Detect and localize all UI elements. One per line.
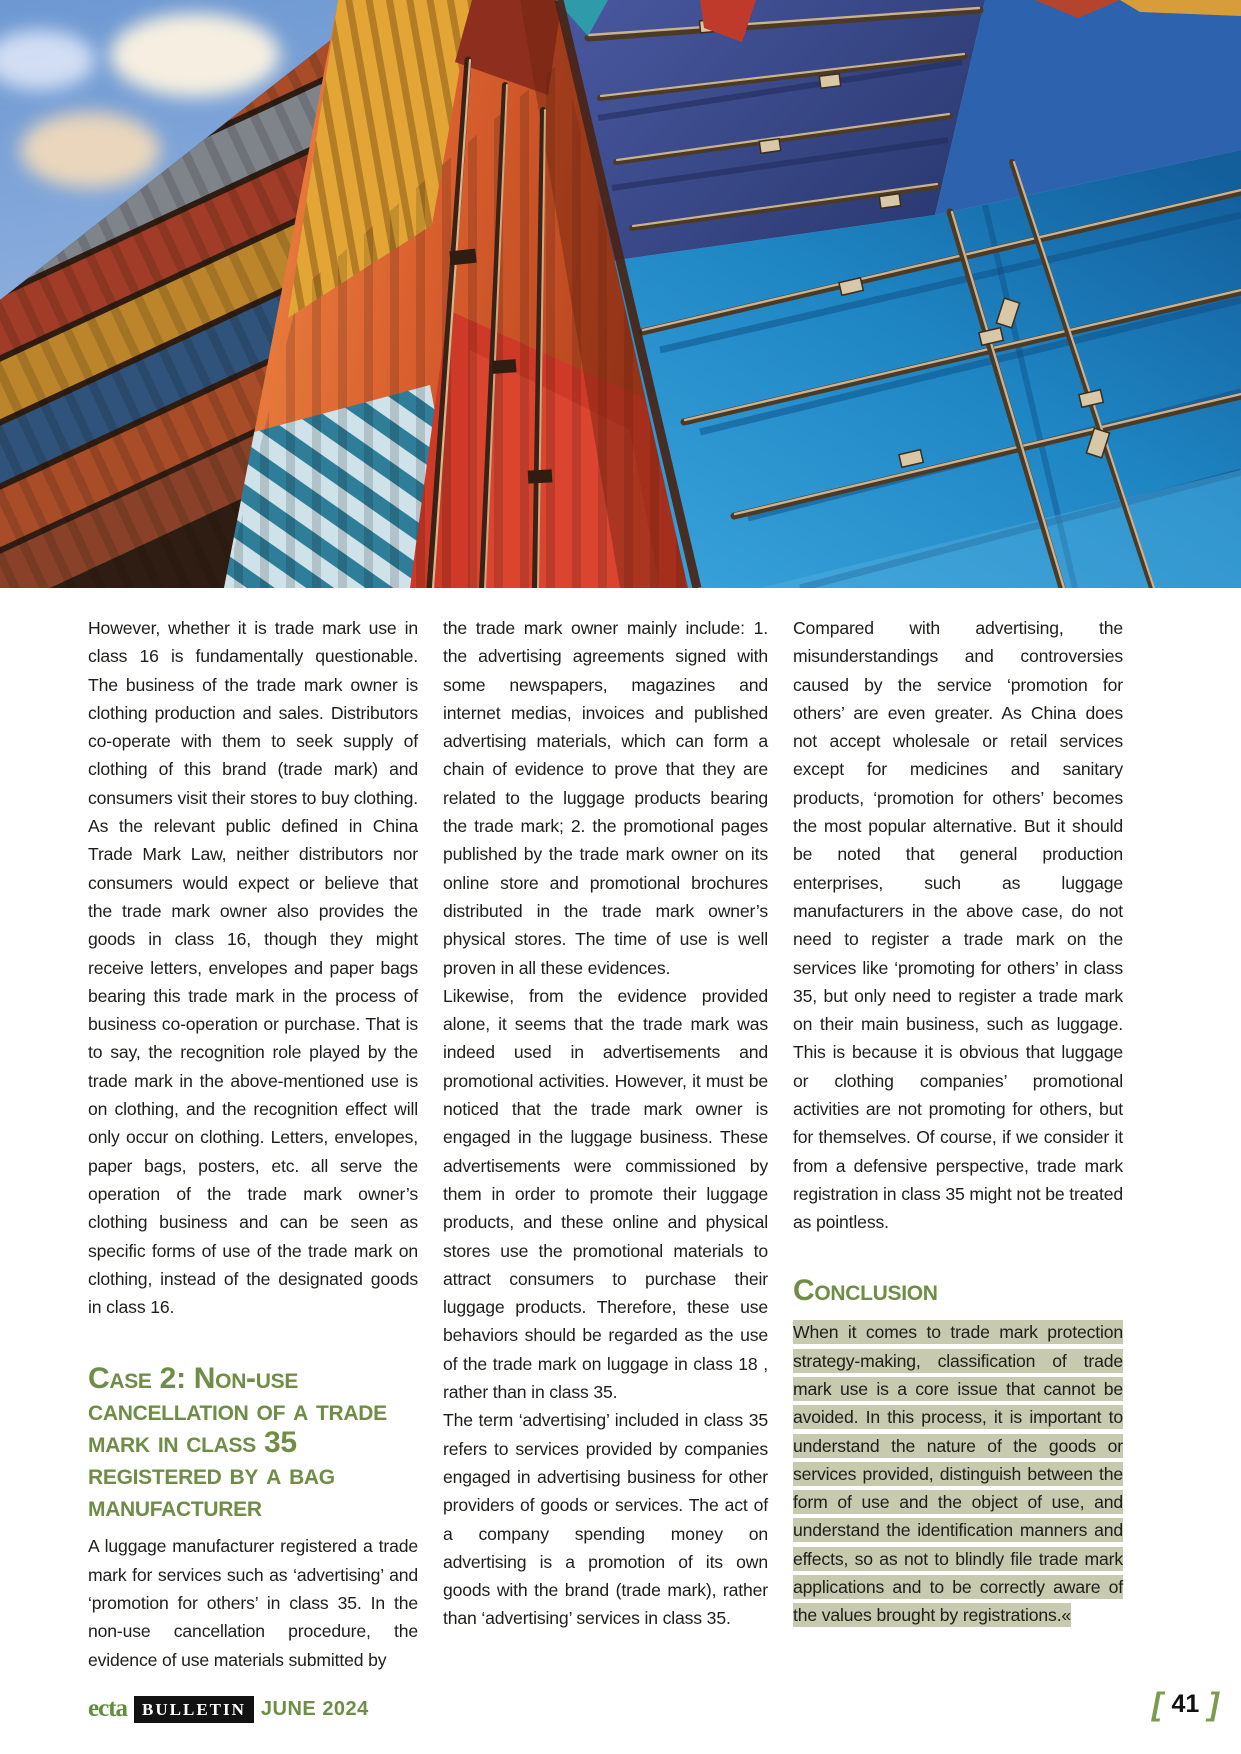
page-number-bracket-left: [ — [1151, 1686, 1163, 1722]
body-paragraph: Compared with advertising, the misunderstandings and controversies caused by the service ‘promotion for others’ are even greater. As China does not accept wholesale or retail services except for medicines and sanitary products, ‘promotion for others’ becomes the most popular alternative. But it should be noted that general production enterprises, such as luggage manufacturers in the above case, do not need to register a trade mark on the services like ‘promoting for others’ in class 35, but only need to register a trade mark on their main business, such as luggage. This is because it is obvious that luggage or clothing companies’ promotional activities are not promoting for others, but for themselves. Of course, if we consider it from a defensive perspective, trade mark registration in class 35 might not be treated as pointless. — [793, 618, 1123, 1233]
bulletin-logo: BULLETIN — [134, 1696, 254, 1723]
section-heading-conclusion: Conclusion — [793, 1273, 938, 1307]
footer-brand — [88, 1694, 369, 1724]
article-column-1 — [88, 614, 418, 1674]
body-paragraph: However, whether it is trade mark use in class 16 is fundamentally questionable. The business of the trade mark owner is clothing production and sales. Distributors co-operate with them to seek supply of clothing of this brand (trade mark) and consumers visit their stores to buy clothing. As the relevant public defined in China Trade Mark Law, neither distributors nor consumers would expect or believe that the trade mark owner also provides the goods in class 16, though they might receive letters, envelopes and paper bags bearing this trade mark in the process of business co-operation or purchase. That is to say, the recognition role played by the trade mark in the above-mentioned use is on clothing, and the recognition effect will only occur on clothing. Letters, envelopes, paper bags, posters, etc. all serve the operation of the trade mark owner’s clothing business and can be seen as specific forms of use of the trade mark on clothing, instead of the designated goods in class 16. — [88, 618, 418, 1318]
body-paragraph: A luggage manufacturer registered a trade mark for services such as ‘advertising’ and ‘promotion for others’ in class 35. In the non-use cancellation procedure, the evidence of use materials submitted by — [88, 1536, 418, 1670]
article-column-3 — [793, 614, 1123, 1630]
article-column-2 — [443, 614, 768, 1633]
body-paragraph: Likewise, from the evidence provided alone, it seems that the trade mark was indeed used in advertisements and promotional activities. However, it must be noticed that the trade mark owner is engaged in the luggage business. These advertisements were commissioned by them in order to promote their luggage products, and these online and physical stores use the promotional materials to attract consumers to purchase their luggage products. Therefore, these use behaviors should be regarded as the use of the trade mark on luggage in class 18 , rather than in class 35. — [443, 985, 768, 1403]
ecta-logo: ecta — [88, 1695, 128, 1722]
section-heading-case2: Case 2: Non-use cancellation of a trade mark in class 35 registered by a bag manufacturer — [88, 1362, 387, 1523]
body-paragraph: the trade mark owner mainly include: 1. the advertising agreements signed with some newspapers, magazines and internet medias, invoices and published advertising materials, which can form a chain of evidence to prove that they are related to the luggage products bearing the trade mark; 2. the promotional pages published by the trade mark owner on its online store and promotional brochures distributed in the trade mark owner’s physical stores. The time of use is well proven in all these evidences. — [443, 618, 768, 978]
page-number — [1152, 1688, 1219, 1720]
highlighted-text: When it comes to trade mark protection strategy-making, classification of trade mark use is a core issue that cannot be avoided. In this process, it is important to understand the nature of the goods or services provided, distinguish between the form of use and the object of use, and understand the identification manners and effects, so as not to blindly file trade mark applications and to be correctly aware of the values brought by registrations.« — [793, 1322, 1123, 1626]
conclusion-paragraph — [793, 1318, 1123, 1629]
page-number-bracket-right: ] — [1208, 1686, 1219, 1722]
body-paragraph: The term ‘advertising’ included in class 35 refers to services provided by companies engaged in advertising business for other providers of goods or services. The act of a company spending money on advertising is a promotion of its own goods with the brand (trade mark), rather than ‘advertising’ services in class 35. — [443, 1410, 768, 1629]
hero-image-containers — [0, 0, 1241, 588]
page-number-value: 41 — [1171, 1689, 1200, 1718]
issue-date: JUNE 2024 — [260, 1697, 369, 1720]
